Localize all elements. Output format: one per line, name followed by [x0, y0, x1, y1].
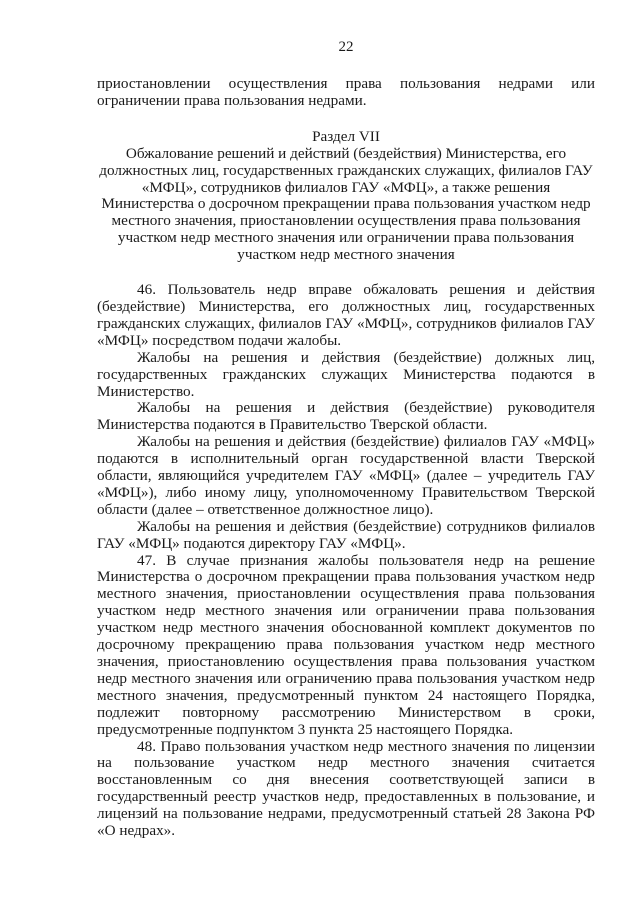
spacer — [97, 110, 595, 129]
paragraph-complaints-mfc-branches: Жалобы на решения и действия (бездействие) филиалов ГАУ «МФЦ» подаются в исполнительный орган государственной власти Тверской области, являющийся учредителем ГАУ «МФЦ» (далее – учредитель ГАУ «МФЦ»), либо иному лицу, уполномоченному Правительством Тверской области (далее – ответственное должностное лицо). — [97, 433, 595, 518]
document-page — [97, 38, 595, 840]
intro-paragraph: приостановлении осуществления права пользования недрами или ограничении права пользования недрами. — [97, 75, 595, 109]
paragraph-46: 46. Пользователь недр вправе обжаловать решения и действия (бездействие) Министерства, его должностных лиц, государственных гражданских служащих, филиалов ГАУ «МФЦ», сотрудников филиалов ГАУ «МФЦ» посредством подачи жалобы. — [97, 281, 595, 349]
spacer — [97, 264, 595, 282]
section-label: Раздел VII — [312, 127, 380, 145]
paragraph-complaints-head: Жалобы на решения и действия (бездействие) руководителя Министерства подаются в Правительство Тверской области. — [97, 399, 595, 434]
paragraph-47: 47. В случае признания жалобы пользователя недр на решение Министерства о досрочном прекращении права пользования участком недр местного значения, приостановлении осуществления права пользования участком недр местного значения или ограничении права пользования участком недр местного значения обоснованной комплект документов по досрочному прекращению права пользования участком недр местного значения, приостановлению осуществления права пользования участком недр местного значения или ограничению права пользования участком недр местного значения, предусмотренный пунктом 24 настоящего Порядка, подлежит повторному рассмотрению Министерством в сроки, предусмотренные подпунктом 3 пункта 25 настоящего Порядка. — [97, 551, 595, 738]
paragraph-complaints-mfc-staff: Жалобы на решения и действия (бездействие) сотрудников филиалов ГАУ «МФЦ» подаются директору ГАУ «МФЦ». — [97, 517, 595, 552]
section-title: Обжалование решений и действий (бездействия) Министерства, его должностных лиц, государственных гражданских служащих, филиалов ГАУ «МФЦ», сотрудников филиалов ГАУ «МФЦ», а также решения Министерства о досрочном прекращении права пользования участком недр местного значения, приостановлении осуществления права пользования участком недр местного значения или ограничении права пользования участком недр местного значения — [99, 144, 593, 264]
page-number: 22 — [338, 39, 354, 55]
paragraph-48: 48. Право пользования участком недр местного значения по лицензии на пользование участком недр местного значения считается восстановленным со дня внесения соответствующей записи в государственный реестр участков недр, предоставленных в пользование, и лицензий на пользование недрами, предусмотренный статьей 28 Закона РФ «О недрах». — [97, 737, 595, 840]
paragraph-complaints-officials: Жалобы на решения и действия (бездействие) должных лиц, государственных гражданских служащих Министерства подаются в Министерство. — [97, 348, 595, 400]
